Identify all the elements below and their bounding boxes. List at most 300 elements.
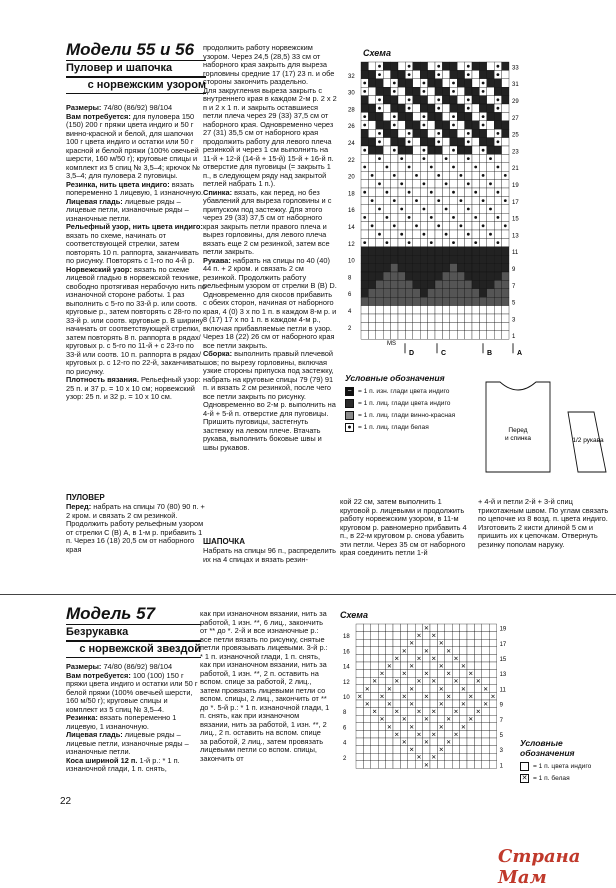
legend-title: Условные обозначения — [520, 738, 575, 758]
chart-dot — [489, 208, 492, 211]
chart-cell — [420, 129, 427, 137]
chart-cell — [435, 79, 442, 87]
chart-cell — [400, 746, 407, 754]
front-back-sleeve-schematic — [478, 372, 613, 492]
chart-cell — [376, 289, 383, 297]
chart-cell — [487, 70, 494, 78]
chart-mark: ✕ — [416, 732, 422, 739]
chart-cell — [487, 62, 494, 70]
chart-cell — [363, 753, 370, 761]
chart-dot — [371, 199, 374, 202]
chart-cell — [465, 331, 472, 339]
chart-cell — [467, 647, 474, 655]
row-number: 16 — [348, 208, 355, 215]
chart-cell — [457, 62, 464, 70]
chart-cell — [398, 62, 405, 70]
chart-cell — [474, 692, 481, 700]
scheme-title: Схема — [340, 610, 368, 620]
chart-cell — [420, 297, 427, 305]
chart-dot — [408, 191, 411, 194]
chart-cell — [371, 624, 378, 632]
chart-cell — [435, 112, 442, 120]
chart-cell — [435, 180, 442, 188]
chart-cell — [430, 746, 437, 754]
chart-cell — [430, 639, 437, 647]
chart-cell — [472, 196, 479, 204]
chart-cell — [479, 314, 486, 322]
chart-cell — [457, 104, 464, 112]
chart-cell — [405, 146, 412, 154]
chart-cell — [371, 647, 378, 655]
chart-cell — [386, 624, 393, 632]
knit-red-symbol — [345, 411, 354, 420]
chart-cell — [386, 738, 393, 746]
chart-cell — [442, 188, 449, 196]
chart-cell — [502, 180, 509, 188]
chart-cell — [363, 654, 370, 662]
row-number: 32 — [348, 73, 355, 80]
chart-cell — [450, 104, 457, 112]
chart-cell — [435, 154, 442, 162]
chart-cell — [479, 297, 486, 305]
chart-cell — [442, 306, 449, 314]
chart-cell — [502, 280, 509, 288]
chart-cell — [442, 222, 449, 230]
chart-cell — [423, 662, 430, 670]
chart-dot — [393, 224, 396, 227]
chart-dot — [437, 199, 440, 202]
chart-cell — [356, 670, 363, 678]
chart-cell — [363, 647, 370, 655]
chart-cell — [442, 280, 449, 288]
chart-mark: ✕ — [409, 686, 415, 693]
chart-dot — [437, 132, 440, 135]
chart-mark: ✕ — [364, 702, 370, 708]
chart-dot — [452, 216, 455, 219]
chart-cell — [420, 314, 427, 322]
chart-cell — [376, 272, 383, 280]
chart-cell — [465, 112, 472, 120]
chart-dot — [423, 82, 426, 85]
chart-cell — [489, 700, 496, 708]
chart-cell — [472, 171, 479, 179]
chart-cell — [479, 180, 486, 188]
chart-cell — [405, 171, 412, 179]
chart-mark: ✕ — [490, 694, 496, 701]
chart-dot — [489, 182, 492, 185]
chart-cell — [398, 79, 405, 87]
chart-cell — [405, 180, 412, 188]
chart-cell — [442, 297, 449, 305]
legend-item: ● = 1 п. лиц. глади белая — [345, 423, 485, 432]
chart-cell — [378, 662, 385, 670]
chart-cell — [383, 138, 390, 146]
chart-dot — [408, 216, 411, 219]
chart-cell — [450, 230, 457, 238]
paragraph — [203, 257, 337, 351]
chart-cell — [452, 738, 459, 746]
chart-cell — [420, 322, 427, 330]
row-number: 2 — [348, 325, 352, 332]
divider — [66, 657, 201, 658]
chart-mark: ✕ — [386, 686, 392, 693]
chart-dot — [497, 73, 500, 76]
chart-cell — [420, 62, 427, 70]
row-number: 30 — [348, 90, 355, 97]
chart-cell — [457, 112, 464, 120]
chart-mark: ✕ — [460, 664, 466, 670]
chart-cell — [442, 121, 449, 129]
chart-cell — [472, 331, 479, 339]
chart-cell — [391, 129, 398, 137]
chart-cell — [361, 306, 368, 314]
chart-mark: ✕ — [416, 656, 422, 663]
chart-cell — [487, 112, 494, 120]
paragraph-lead: Размеры: — [66, 103, 102, 112]
chart-cell — [420, 272, 427, 280]
chart-cell — [391, 272, 398, 280]
chart-cell — [442, 238, 449, 246]
chart-mark: ✕ — [394, 709, 400, 716]
chart-cell — [479, 247, 486, 255]
chart-mark: ✕ — [446, 648, 452, 655]
chart-dot — [408, 166, 411, 169]
arrow-label: A — [517, 350, 523, 358]
chart-cell — [386, 730, 393, 738]
chart-cell — [482, 692, 489, 700]
chart-cell — [457, 180, 464, 188]
chart-cell — [472, 121, 479, 129]
chart-cell — [435, 213, 442, 221]
chart-cell — [435, 322, 442, 330]
chart-cell — [487, 188, 494, 196]
chart-cell — [489, 708, 496, 716]
chart-mark: ✕ — [386, 702, 392, 708]
chart-dot — [460, 174, 463, 177]
chart-cell — [378, 708, 385, 716]
chart-cell — [482, 624, 489, 632]
chart-cell — [489, 738, 496, 746]
chart-cell — [472, 70, 479, 78]
chart-cell — [383, 87, 390, 95]
chart-dot — [378, 208, 381, 211]
chart-cell — [442, 146, 449, 154]
row-number: 8 — [348, 275, 352, 282]
chart-cell — [413, 87, 420, 95]
chart-cell — [398, 264, 405, 272]
chart-cell — [479, 272, 486, 280]
paragraph-text: вязать, как перед, но без убавлений для выреза горловины и с припуском под застежку. Для этого через 29 (33) 37,5 см от наборного края закрыть петли правого плеча и вырез горловины, для левого плеча вязать еще 2 см резинкой, затем все петли закрыть. — [203, 187, 332, 256]
chart-dot — [467, 73, 470, 76]
chart-cell — [405, 87, 412, 95]
chart-cell — [489, 632, 496, 640]
row-number: 16 — [343, 649, 350, 656]
chart-cell — [487, 129, 494, 137]
chart-cell — [405, 121, 412, 129]
chart-cell — [376, 213, 383, 221]
chart-cell — [450, 264, 457, 272]
chart-cell — [460, 647, 467, 655]
chart-cell — [371, 662, 378, 670]
chart-cell — [442, 96, 449, 104]
row-number: 12 — [348, 241, 355, 248]
chart-cell — [428, 289, 435, 297]
chart-cell — [482, 723, 489, 731]
chart-cell — [386, 692, 393, 700]
model-55-header — [66, 40, 206, 94]
chart-cell — [479, 154, 486, 162]
chart-cell — [474, 670, 481, 678]
row-number: 6 — [348, 292, 352, 299]
chart-cell — [413, 306, 420, 314]
row-number: 8 — [343, 710, 347, 717]
chart-cell — [467, 662, 474, 670]
chart-dot — [452, 82, 455, 85]
chart-mark: ✕ — [409, 641, 415, 648]
chart-cell — [428, 154, 435, 162]
chart-cell — [450, 171, 457, 179]
chart-mark: ✕ — [438, 747, 444, 754]
chart-cell — [445, 624, 452, 632]
pullover-section — [66, 490, 206, 554]
chart-dot — [497, 216, 500, 219]
chart-dot — [415, 199, 418, 202]
chart-cell — [474, 632, 481, 640]
chart-dot — [363, 241, 366, 244]
chart-cell — [502, 70, 509, 78]
chart-dot — [400, 182, 403, 185]
chart-cell — [452, 723, 459, 731]
chart-dot — [482, 174, 485, 177]
chart-cell — [413, 205, 420, 213]
chart-cell — [371, 715, 378, 723]
chart-cell — [494, 331, 501, 339]
chart-cell — [472, 289, 479, 297]
chart-cell — [391, 280, 398, 288]
chart-cell — [494, 264, 501, 272]
chart-cell — [487, 87, 494, 95]
chart-cell — [356, 738, 363, 746]
paragraph — [66, 503, 206, 554]
chart-cell — [435, 163, 442, 171]
chart-dot — [363, 124, 366, 127]
chart-cell — [391, 205, 398, 213]
chart-cell — [489, 677, 496, 685]
chart-cell — [457, 280, 464, 288]
chart-cell — [393, 761, 400, 769]
chart-cell — [368, 70, 375, 78]
chart-cell — [445, 677, 452, 685]
chart-dot — [482, 199, 485, 202]
chart-cell — [378, 738, 385, 746]
chart-dot — [474, 241, 477, 244]
chart-dot — [423, 208, 426, 211]
watermark-logo: Страна Мам — [498, 846, 581, 888]
chart-cell — [437, 715, 444, 723]
model-55-subtitle: Пуловер и шапочка — [66, 62, 173, 75]
chart-cell — [420, 264, 427, 272]
chart-cell — [465, 272, 472, 280]
chart-cell — [368, 180, 375, 188]
chart-dot — [363, 191, 366, 194]
chart-cell — [457, 154, 464, 162]
chart-cell — [472, 306, 479, 314]
chart-cell — [479, 163, 486, 171]
chart-dot — [430, 241, 433, 244]
chart-dot — [452, 191, 455, 194]
chart-cell — [479, 255, 486, 263]
chart-cell — [467, 624, 474, 632]
chart-cell — [356, 654, 363, 662]
chart-cell — [386, 761, 393, 769]
chart-cell — [376, 222, 383, 230]
chart-cell — [383, 297, 390, 305]
chart-cell — [428, 146, 435, 154]
hat-heading: ШАПОЧКА — [203, 537, 245, 546]
chart-cell — [489, 639, 496, 647]
chart-dot — [393, 90, 396, 93]
row-number: 24 — [348, 141, 355, 147]
arrow-label: B — [487, 350, 493, 358]
chart-cell — [465, 222, 472, 230]
chart-cell — [472, 104, 479, 112]
chart-cell — [400, 761, 407, 769]
chart-cell — [420, 289, 427, 297]
row-number: 19 — [499, 626, 507, 633]
chart-cell — [502, 264, 509, 272]
chart-cell — [413, 297, 420, 305]
chart-dot — [497, 65, 500, 68]
chart-mark: ✕ — [394, 732, 400, 739]
chart-cell — [460, 624, 467, 632]
chart-cell — [474, 761, 481, 769]
paragraph-text: Рельефный узор: 25 п. и 37 р. = 10 x 10 см; норвежский узор: 25 п. и 32 р. = 10 x 10 см. — [66, 375, 201, 401]
chart-cell — [487, 264, 494, 272]
chart-cell — [489, 654, 496, 662]
model-57-header — [66, 604, 201, 658]
chart-mark: ✕ — [460, 724, 466, 731]
chart-cell — [487, 238, 494, 246]
chart-cell — [465, 280, 472, 288]
chart-cell — [391, 213, 398, 221]
chart-dot — [386, 166, 389, 169]
chart-cell — [405, 306, 412, 314]
chart-dot — [363, 115, 366, 118]
chart-cell — [383, 247, 390, 255]
chart-cell — [398, 112, 405, 120]
chart-cell — [428, 314, 435, 322]
row-number: 1 — [499, 763, 503, 770]
row-number: 13 — [499, 672, 507, 679]
chart-cell — [408, 708, 415, 716]
chart-cell — [472, 96, 479, 104]
chart-cell — [383, 255, 390, 263]
knit-indigo-symbol — [345, 399, 354, 408]
row-number: 10 — [348, 258, 355, 265]
chart-cell — [428, 247, 435, 255]
chart-dot — [371, 174, 374, 177]
chart-cell — [502, 314, 509, 322]
chart-mark: ✕ — [423, 694, 429, 701]
row-number: 13 — [512, 233, 519, 240]
chart-cell — [472, 314, 479, 322]
hat-text-continued: кой 22 см, затем выполнить 1 круговой р. лицевыми и продолжить работу норвежским узором, в 11-м круговом р. равномерно прибавить 4 п., в 22-м круговом р. снова убавить эти петли. Через 35 см от наборного края соединить петли 1-й — [340, 497, 467, 557]
chart-cell — [363, 708, 370, 716]
chart-cell — [467, 677, 474, 685]
chart-cell — [371, 730, 378, 738]
chart-cell — [393, 632, 400, 640]
row-number: 26 — [348, 124, 355, 131]
chart-dot — [504, 224, 507, 227]
chart-cell — [487, 79, 494, 87]
chart-cell — [502, 96, 509, 104]
chart-cell — [368, 213, 375, 221]
row-number: 7 — [499, 717, 503, 724]
chart-cell — [465, 314, 472, 322]
chart-cell — [442, 196, 449, 204]
model-55-title: Модели 55 и 56 — [66, 40, 195, 59]
chart-cell — [474, 685, 481, 693]
chart-cell — [363, 632, 370, 640]
chart-cell — [502, 163, 509, 171]
chart-dot — [400, 157, 403, 160]
chart-cell — [408, 632, 415, 640]
chart-cell — [363, 761, 370, 769]
chart-cell — [405, 297, 412, 305]
chart-cell — [368, 247, 375, 255]
chart-cell — [502, 104, 509, 112]
chart-cell — [502, 79, 509, 87]
pullover-heading: ПУЛОВЕР — [66, 493, 105, 502]
chart-cell — [442, 112, 449, 120]
chart-cell — [494, 289, 501, 297]
chart-cell — [371, 753, 378, 761]
chart-cell — [400, 662, 407, 670]
chart-cell — [423, 753, 430, 761]
chart-cell — [413, 79, 420, 87]
chart-cell — [368, 104, 375, 112]
chart-cell — [368, 112, 375, 120]
chart-cell — [393, 624, 400, 632]
chart-mark: ✕ — [401, 694, 407, 701]
chart-cell — [420, 238, 427, 246]
chart-cell — [474, 624, 481, 632]
chart-dot — [378, 107, 381, 110]
chart-cell — [479, 289, 486, 297]
chart-cell — [405, 255, 412, 263]
row-number: 33 — [512, 65, 519, 72]
chart-cell — [386, 746, 393, 754]
chart-cell — [413, 331, 420, 339]
model-55-column-1 — [66, 104, 206, 402]
paragraph-text: 74/80 (86/92) 98/104 — [101, 662, 173, 671]
chart-cell — [442, 62, 449, 70]
chart-cell — [502, 62, 509, 70]
chart-cell — [368, 62, 375, 70]
chart-cell — [479, 205, 486, 213]
chart-cell — [494, 146, 501, 154]
chart-cell — [383, 264, 390, 272]
chart-mark: ✕ — [446, 740, 452, 746]
chart-cell — [482, 647, 489, 655]
chart-cell — [363, 738, 370, 746]
chart-cell — [460, 746, 467, 754]
chart-cell — [494, 222, 501, 230]
chart-cell — [487, 247, 494, 255]
chart-dot — [408, 241, 411, 244]
chart-cell — [398, 280, 405, 288]
chart-cell — [398, 297, 405, 305]
